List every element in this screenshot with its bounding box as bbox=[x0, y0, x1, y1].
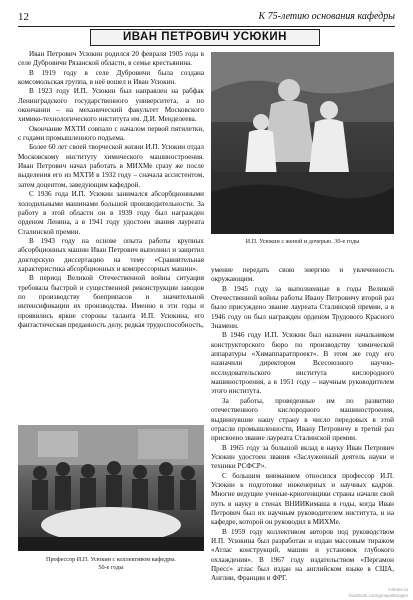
paragraph: В период Великой Отечественной войны ситуация требовала быстрой и существенной реконструкции заводов по производству боеприпасов и значительной интенсификации их производства. Именно в эти годы и проявились яркие стороны таланта И.П. Усюкина, его фантастическая преданность делу, редкая трудоспособность, bbox=[18, 274, 204, 329]
caption-line: 50-е годы bbox=[98, 564, 124, 571]
page-number: 12 bbox=[18, 11, 29, 23]
group-photo-caption bbox=[18, 556, 204, 572]
paragraph: В 1923 году И.П. Усюкин был направлен на рабфак Ленинградского государственного университета, а по окончании – на механический факультет Московского химико-технологического института им. Д.И. Менделеева. bbox=[18, 87, 204, 124]
paragraph: Более 60 лет своей творческой жизни И.П. Усюкин отдал Московскому институту химического машиностроения. Иван Петрович начал работать в МИХМе сразу же после выделения его из МХТИ в 1932 году – сначала ассистентом, затем доцентом, заведующим кафедрой. bbox=[18, 143, 204, 189]
left-column bbox=[18, 50, 204, 425]
watermark bbox=[349, 587, 408, 598]
paragraph: В 1945 году за выполненные в годы Великой Отечественной войны работы Ивану Петровичу второй раз было присуждено звание лауреата Сталинской премии, а в 1946 году он был награжден орденом Трудового Красного Знамени. bbox=[211, 284, 394, 331]
paragraph: В 1959 году коллективом авторов под руководством И.П. Усюкина был разработан и издан массовым тиражом «Атлас конструкций, машин и установок глубокого охлаждения». В 1967 году издательством «Пергамон Пресс» атлас был издан на английском языке в США, Англии, Франции и ФРГ. bbox=[211, 527, 394, 583]
right-column bbox=[211, 266, 394, 599]
paragraph: Окончание МХТИ совпало с началом первой пятилетки, с годами промышленного подъема. bbox=[18, 124, 204, 143]
paragraph: В 1919 году в селе Дубровичи была создана комсомольская группа, в неё вошел и Иван Усюкин. bbox=[18, 68, 204, 87]
article-title: ИВАН ПЕТРОВИЧ УСЮКИН bbox=[123, 31, 287, 43]
paragraph: С большим вниманием относился профессор И.П. Усюкин к подготовке инженерных и научных кадров. Многие ведущие ученые-криогенщики страны начали свой путь в науку в стенах ВНИИКимаша в годы, когда Иван Петрович был их научным руководителем института, и на кафедре, которой он руководил в МИХМе. bbox=[211, 471, 394, 527]
paragraph: умение передать свою энергию и увлеченность окружающим. bbox=[211, 266, 394, 284]
family-photo-drawing bbox=[211, 52, 394, 234]
paragraph: В 1943 году на основе опыта работы крупных абсорбционных машин Иван Петрович выполнил и защитил докторскую диссертацию на тему «Сравнительная характеристика абсорбционных и компрессорных машин». bbox=[18, 236, 204, 273]
header-rule bbox=[18, 26, 395, 27]
caption-line: Профессор И.П. Усюкин с коллективом кафедры. bbox=[45, 556, 176, 563]
page-header bbox=[18, 11, 395, 25]
title-bar bbox=[90, 29, 320, 46]
paragraph: В 1946 году И.П. Усюкин был назначен начальником конструкторского бюро по производству химической аппаратуры «Химаппаратпроект». В этом же году его назначили директором Всесоюзного научно-исследовательского института кислородного машиностроения, а в 1951 году – научным руководителем этого института. bbox=[211, 331, 394, 396]
paragraph: За работы, проведенные им по развитию отечественного кислородного машиностроения, выдвинувшие нашу страну в число передовых в этой отрасли промышленности, Ивану Петровичу в третий раз присвоено звание лауреата Сталинской премии. bbox=[211, 396, 394, 443]
watermark-line: facebook.com/groups/kriogen bbox=[348, 592, 408, 598]
group-photo-drawing bbox=[18, 425, 204, 551]
caption-text: И.П. Усюкин с женой и дочерью. 30-е годы bbox=[245, 238, 360, 245]
running-head: К 75-летию основания кафедры bbox=[258, 11, 395, 22]
paragraph: В 1965 году за большой вклад в науку Иван Петрович Усюкин удостоен звания «Заслуженный деятель науки и техники РСФСР». bbox=[211, 443, 394, 471]
group-photo bbox=[18, 425, 204, 551]
watermark-line: mirmex.ru bbox=[388, 587, 408, 592]
family-photo-caption bbox=[211, 238, 394, 246]
paragraph: Иван Петрович Усюкин родился 20 февраля 1905 года в селе Дубровичи Рязанской области, в семье крестьянина. bbox=[18, 50, 204, 68]
family-photo bbox=[211, 52, 394, 234]
paragraph: С 1936 года И.П. Усюкин занимался абсорбционными холодильными машинами большой производительности. За работу в этой области он в 1939 году был награжден орденом Ленина, а в 1941 году удостоен звания лауреата Сталинской премии. bbox=[18, 190, 204, 236]
